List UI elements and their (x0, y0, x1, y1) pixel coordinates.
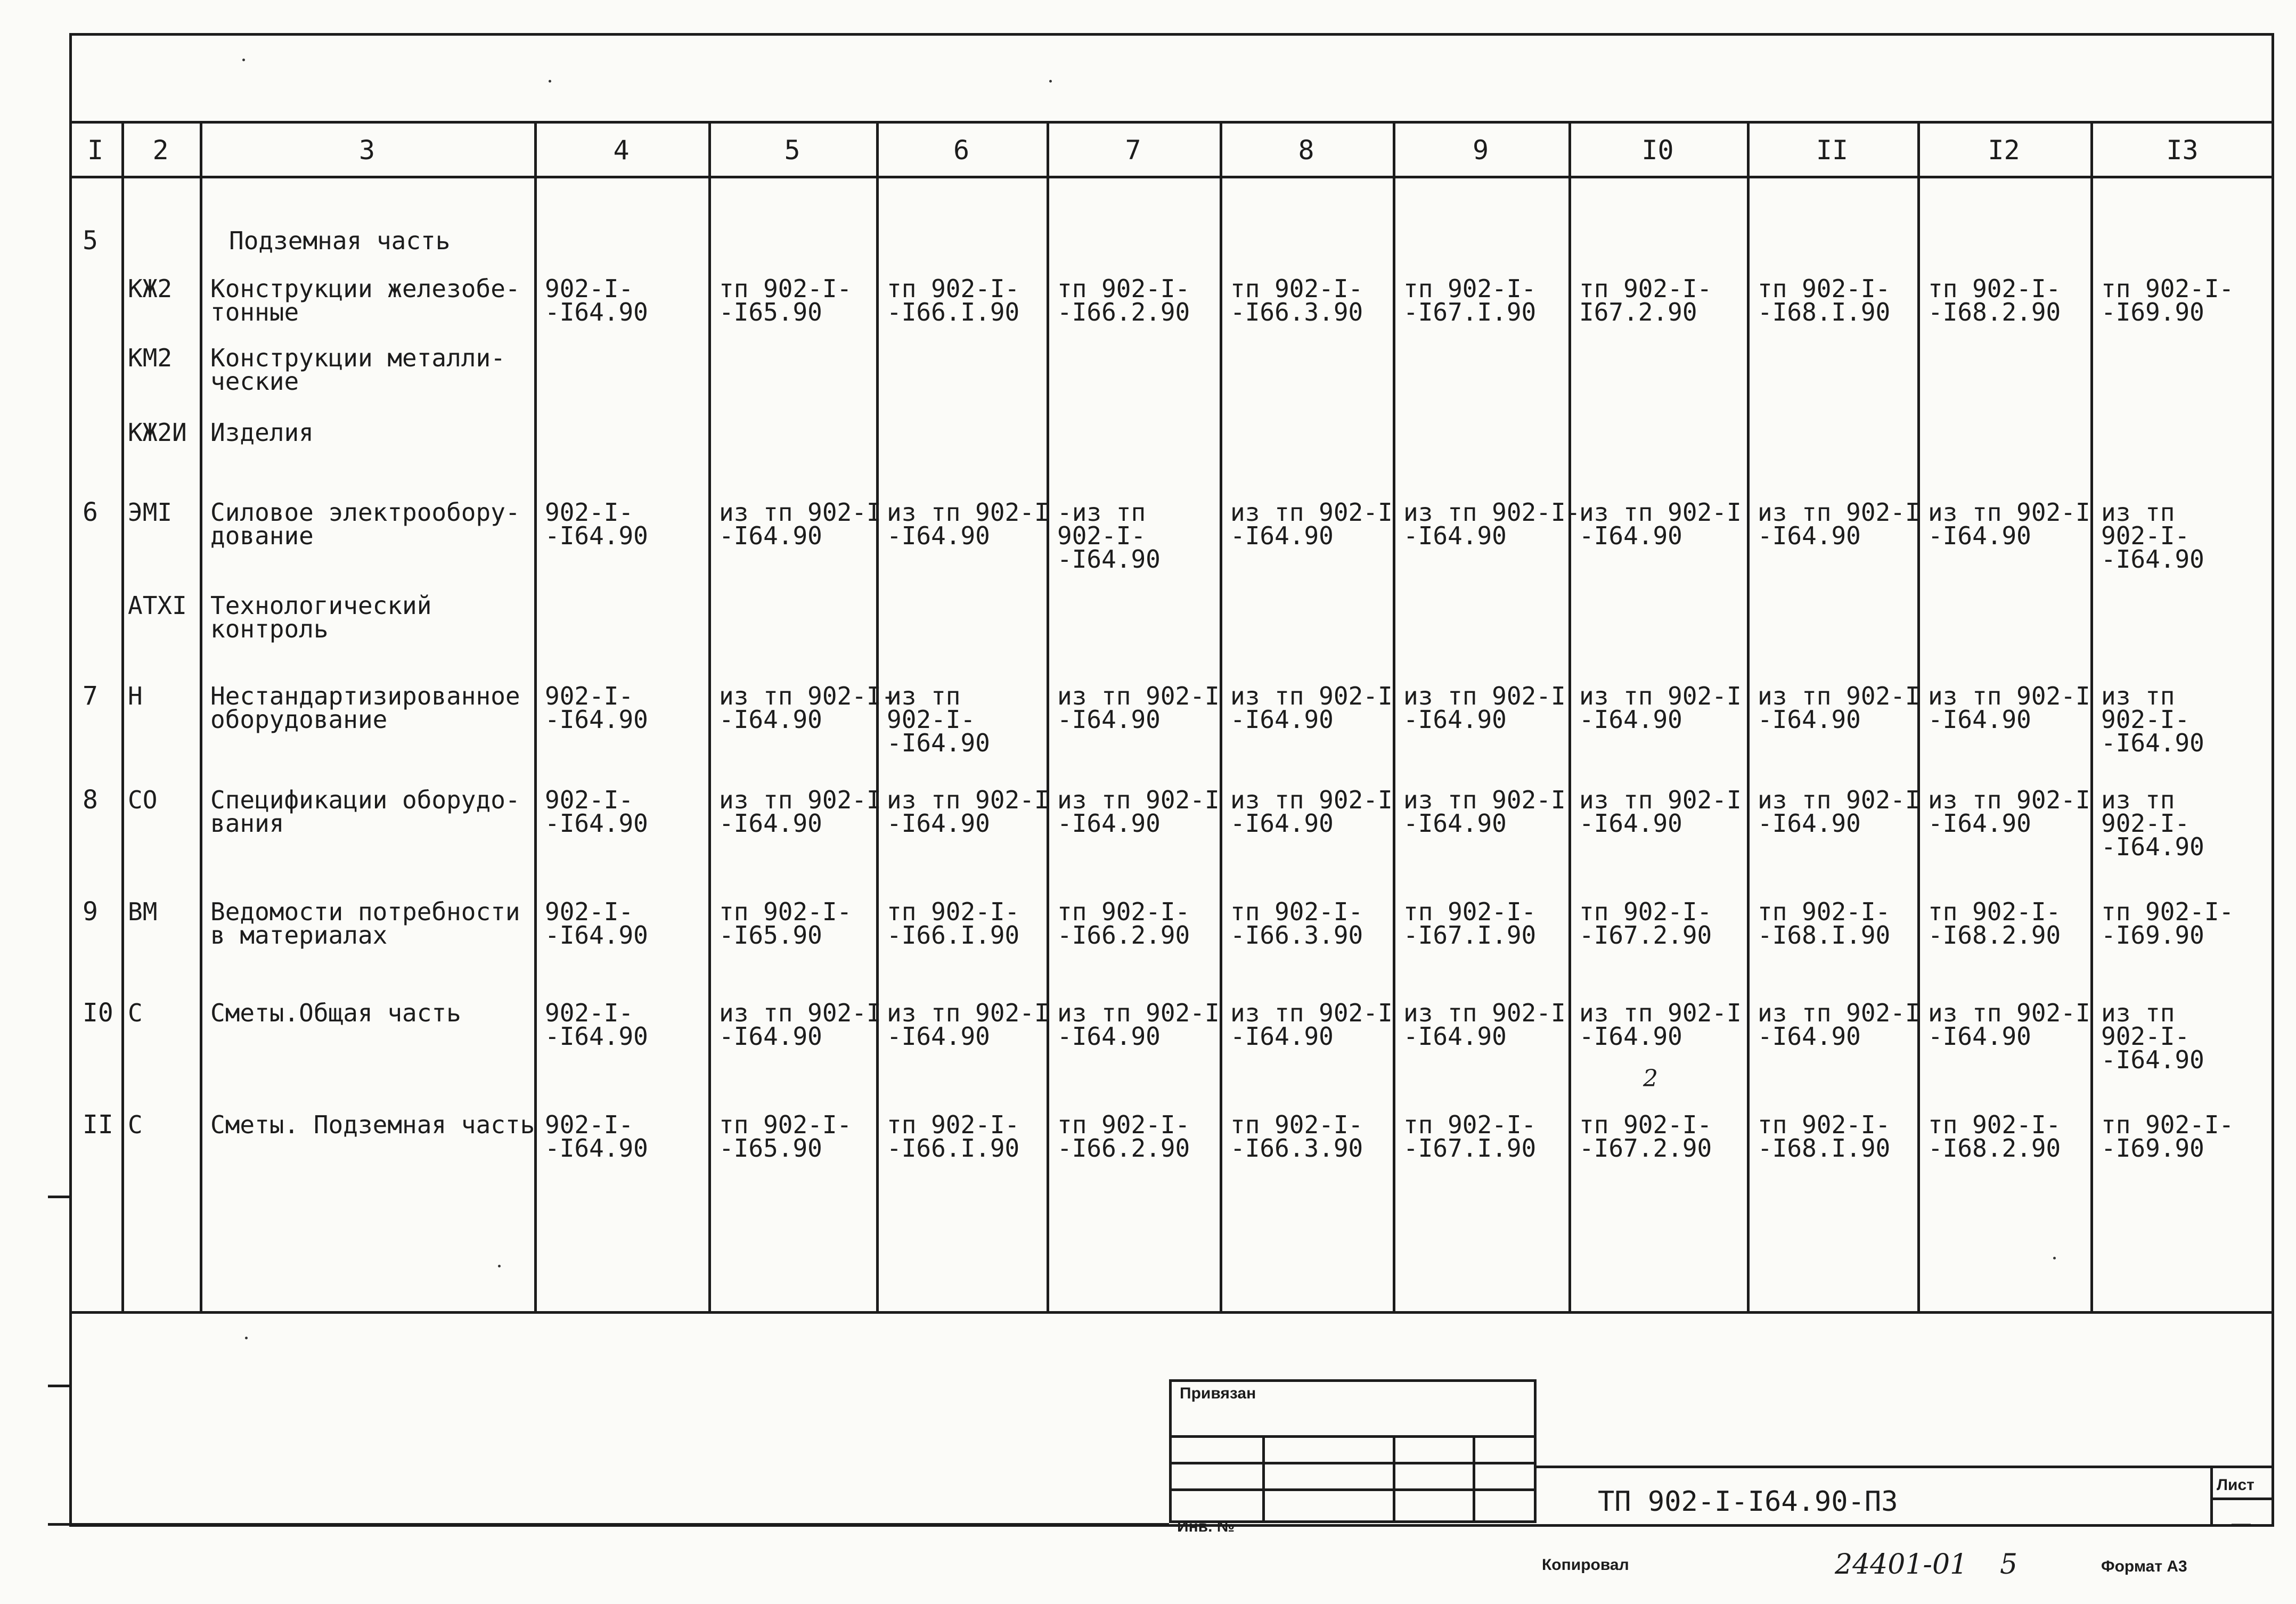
table-cell-col-10: тп 902-I- -I67.2.90 (1579, 1110, 1712, 1163)
scan-speck (549, 80, 551, 83)
header-cell-12: I2 (1988, 135, 2020, 166)
row-code: Н (128, 682, 143, 710)
table-cell-col-7: тп 902-I- -I66.2.90 (1057, 1110, 1190, 1163)
column-rule (1393, 121, 1395, 1314)
table-cell-col-4: 902-I- -I64.90 (545, 274, 648, 326)
header-cell-1: I (87, 135, 104, 166)
header-cell-5: 5 (784, 135, 800, 166)
table-cell-col-9: из тп 902-I -I64.90 (1403, 999, 1566, 1051)
table-cell-col-8: тп 902-I- -I66.3.90 (1230, 1110, 1363, 1163)
header-cell-11: II (1816, 135, 1849, 166)
table-cell-col-7: из тп 902-I -I64.90 (1057, 785, 1220, 838)
kopiroval-label: Копировал (1542, 1556, 1629, 1574)
table-cell-col-11: тп 902-I- -I68.I.90 (1758, 274, 1891, 326)
document-code: ТП 902-I-I64.90-ПЗ (1598, 1486, 1898, 1518)
row-description: Спецификации оборудо- вания (210, 785, 520, 838)
table-cell-col-5: тп 902-I- -I65.90 (719, 1110, 852, 1163)
stamp-rule (1262, 1435, 1265, 1523)
column-rule (1220, 121, 1222, 1314)
sheet-frame (69, 33, 2274, 1527)
table-cell-col-5: из тп 902-I- -I64.90 (719, 682, 896, 734)
table-cell-col-6: тп 902-I- -I66.I.90 (887, 897, 1020, 950)
row-number: I0 (83, 998, 113, 1028)
format-label: Формат А3 (2101, 1558, 2187, 1575)
table-cell-col-4: 902-I- -I64.90 (545, 897, 648, 950)
header-cell-6: 6 (953, 135, 970, 166)
header-cell-10: I0 (1641, 135, 1674, 166)
handwritten-order-number: 24401-01 (1835, 1549, 1968, 1581)
table-cell-col-10: из тп 902-I -I64.90 (1579, 498, 1742, 550)
row-description: Конструкции металли- ческие (210, 343, 505, 396)
row-code: ВМ (128, 897, 158, 926)
table-cell-col-12: из тп 902-I -I64.90 (1928, 999, 2090, 1051)
sheet-value: — (2232, 1512, 2251, 1534)
column-rule (1747, 121, 1750, 1314)
table-cell-col-7: из тп 902-I -I64.90 (1057, 999, 1220, 1051)
table-cell-col-4: 902-I- -I64.90 (545, 785, 648, 838)
table-cell-col-12: тп 902-I- -I68.2.90 (1928, 274, 2061, 326)
row-description: Изделия (210, 418, 314, 447)
column-rule (1047, 121, 1049, 1314)
table-cell-col-13: из тп 902-I- -I64.90 (2101, 498, 2204, 574)
table-cell-col-8: из тп 902-I -I64.90 (1230, 682, 1393, 734)
table-cell-col-6: тп 902-I- -I66.I.90 (887, 1110, 1020, 1163)
table-cell-col-5: тп 902-I- -I65.90 (719, 274, 852, 326)
header-cell-2: 2 (152, 135, 169, 166)
row-number: II (83, 1110, 113, 1140)
stamp-sheet-rule (2210, 1466, 2213, 1527)
table-cell-col-11: из тп 902-I -I64.90 (1758, 682, 1920, 734)
row-number: 8 (83, 785, 98, 815)
column-rule (2090, 121, 2093, 1314)
table-cell-col-9: из тп 902-I- -I64.90 (1403, 498, 1581, 550)
stamp-rule (1169, 1435, 1537, 1438)
row-description: Технологический контроль (210, 591, 432, 643)
table-cell-col-13: из тп 902-I- -I64.90 (2101, 785, 2204, 861)
table-cell-col-9: из тп 902-I -I64.90 (1403, 682, 1566, 734)
column-rule (200, 121, 202, 1314)
table-cell-col-10: из тп 902-I -I64.90 (1579, 999, 1742, 1051)
table-cell-col-8: тп 902-I- -I66.3.90 (1230, 897, 1363, 950)
stamp-rule (1473, 1435, 1475, 1523)
table-cell-col-12: тп 902-I- -I68.2.90 (1928, 897, 2061, 950)
table-cell-col-6: из тп 902-I -I64.90 (887, 999, 1049, 1051)
margin-tick (48, 1196, 69, 1198)
header-cell-4: 4 (613, 135, 630, 166)
table-cell-col-7: тп 902-I- -I66.2.90 (1057, 274, 1190, 326)
row-code: КЖ2И (128, 418, 187, 447)
table-cell-col-5: из тп 902-I -I64.90 (719, 498, 881, 550)
table-cell-col-9: тп 902-I- -I67.I.90 (1403, 274, 1537, 326)
header-cell-3: 3 (358, 135, 375, 166)
table-bottom-rule (69, 1311, 2274, 1314)
row-number: 6 (83, 497, 98, 527)
stamp-title-rule (1537, 1466, 2274, 1468)
row-description: Конструкции железобе- тонные (210, 274, 520, 326)
scan-speck (1049, 80, 1052, 83)
row-description: Сметы. Подземная часть (210, 1110, 535, 1139)
table-cell-col-9: из тп 902-I -I64.90 (1403, 785, 1566, 838)
table-cell-col-10: из тп 902-I -I64.90 (1579, 682, 1742, 734)
table-cell-col-13: тп 902-I- -I69.90 (2101, 897, 2234, 950)
table-cell-col-11: тп 902-I- -I68.I.90 (1758, 897, 1891, 950)
header-cell-8: 8 (1298, 135, 1314, 166)
sheet-label: Лист (2217, 1476, 2254, 1494)
scan-speck (498, 1265, 501, 1267)
scan-speck (242, 59, 245, 61)
stamp-rule (1169, 1462, 1537, 1464)
table-cell-col-6: из тп 902-I -I64.90 (887, 785, 1049, 838)
margin-tick (48, 1523, 1169, 1526)
table-cell-col-10: из тп 902-I -I64.90 (1579, 785, 1742, 838)
column-rule (1568, 121, 1571, 1314)
stamp-inv-no-label: Инв. № (1177, 1518, 1235, 1535)
table-cell-col-10: тп 902-I- -I67.2.90 (1579, 897, 1712, 950)
stamp-rule (1169, 1488, 1537, 1491)
table-cell-col-6: из тп 902-I- -I64.90 (887, 682, 990, 757)
table-cell-col-8: тп 902-I- -I66.3.90 (1230, 274, 1363, 326)
table-cell-col-8: из тп 902-I -I64.90 (1230, 785, 1393, 838)
table-cell-col-5: тп 902-I- -I65.90 (719, 897, 852, 950)
table-cell-col-8: из тп 902-I -I64.90 (1230, 999, 1393, 1051)
header-cell-9: 9 (1472, 135, 1489, 166)
margin-tick (48, 1385, 69, 1387)
row-description: Силовое электрообору- дование (210, 498, 520, 550)
handwritten-mark: 2 (1643, 1065, 1658, 1092)
table-cell-col-5: из тп 902-I -I64.90 (719, 785, 881, 838)
table-cell-col-13: тп 902-I- -I69.90 (2101, 274, 2234, 326)
table-cell-col-7: -из тп 902-I- -I64.90 (1057, 498, 1161, 574)
table-cell-col-7: тп 902-I- -I66.2.90 (1057, 897, 1190, 950)
table-cell-col-12: из тп 902-I -I64.90 (1928, 682, 2090, 734)
table-cell-col-11: из тп 902-I -I64.90 (1758, 785, 1920, 838)
scan-speck (245, 1337, 248, 1339)
table-cell-col-11: из тп 902-I -I64.90 (1758, 999, 1920, 1051)
scan-speck (2053, 1257, 2056, 1259)
row-number: 5 (83, 226, 98, 256)
stamp-rule (1393, 1435, 1395, 1523)
table-cell-col-13: из тп 902-I- -I64.90 (2101, 999, 2204, 1074)
header-cell-7: 7 (1125, 135, 1141, 166)
table-cell-col-11: тп 902-I- -I68.I.90 (1758, 1110, 1891, 1163)
table-cell-col-12: из тп 902-I -I64.90 (1928, 785, 2090, 838)
table-cell-col-4: 902-I- -I64.90 (545, 1110, 648, 1163)
stamp-privyazan-label: Привязан (1180, 1385, 1256, 1402)
table-cell-col-5: из тп 902-I -I64.90 (719, 999, 881, 1051)
table-cell-col-9: тп 902-I- -I67.I.90 (1403, 1110, 1537, 1163)
row-code: КМ2 (128, 343, 173, 372)
row-code: ЭМI (128, 498, 173, 527)
row-description: Нестандартизированное оборудование (210, 682, 520, 734)
row-number: 7 (83, 681, 98, 711)
stamp-sheet-rule (2210, 1497, 2274, 1500)
table-cell-col-12: тп 902-I- -I68.2.90 (1928, 1110, 2061, 1163)
row-code: КЖ2 (128, 274, 173, 303)
table-cell-col-12: из тп 902-I -I64.90 (1928, 498, 2090, 550)
table-cell-col-4: 902-I- -I64.90 (545, 682, 648, 734)
header-cell-13: I3 (2166, 135, 2199, 166)
table-cell-col-10: тп 902-I- I67.2.90 (1579, 274, 1712, 326)
table-cell-col-6: тп 902-I- -I66.I.90 (887, 274, 1020, 326)
table-cell-col-13: из тп 902-I- -I64.90 (2101, 682, 2204, 757)
row-description: Подземная часть (229, 226, 451, 255)
row-code: СО (128, 785, 158, 814)
table-cell-col-6: из тп 902-I -I64.90 (887, 498, 1049, 550)
table-cell-col-13: тп 902-I- -I69.90 (2101, 1110, 2234, 1163)
row-description: Ведомости потребности в материалах (210, 897, 520, 950)
table-cell-col-4: 902-I- -I64.90 (545, 498, 648, 550)
table-cell-col-9: тп 902-I- -I67.I.90 (1403, 897, 1537, 950)
row-description: Сметы.Общая часть (210, 999, 461, 1027)
table-cell-col-8: из тп 902-I -I64.90 (1230, 498, 1393, 550)
column-rule (121, 121, 124, 1314)
column-rule (708, 121, 711, 1314)
table-cell-col-7: из тп 902-I -I64.90 (1057, 682, 1220, 734)
row-code: С (128, 1110, 143, 1139)
row-number: 9 (83, 897, 98, 927)
table-cell-col-4: 902-I- -I64.90 (545, 999, 648, 1051)
handwritten-page-number: 5 (2000, 1549, 2018, 1581)
row-code: С (128, 999, 143, 1027)
row-code: АТХI (128, 591, 187, 620)
table-cell-col-11: из тп 902-I -I64.90 (1758, 498, 1920, 550)
